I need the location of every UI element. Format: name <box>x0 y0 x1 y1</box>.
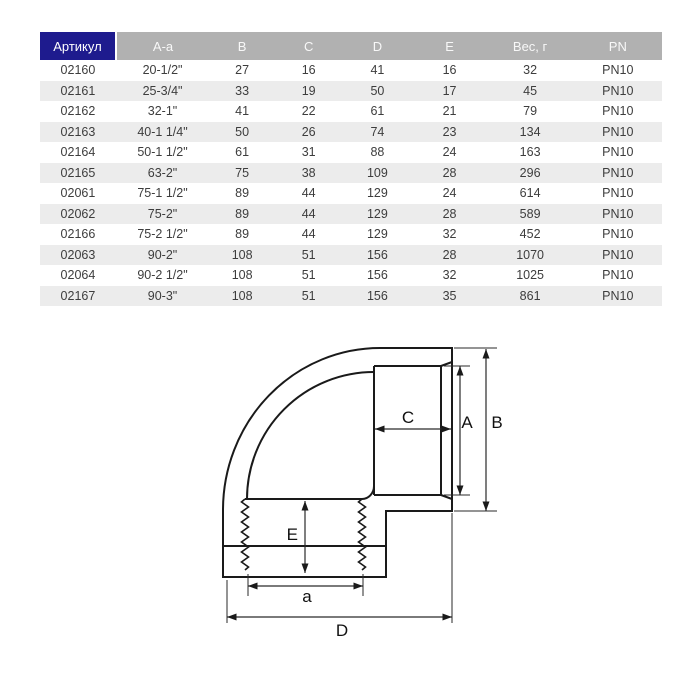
table-cell: 31 <box>275 142 342 163</box>
table-cell: 861 <box>487 286 574 307</box>
table-cell: 108 <box>209 265 275 286</box>
socket-bore <box>374 362 452 499</box>
table-cell: PN10 <box>574 204 662 225</box>
table-cell: 75-1 1/2" <box>116 183 209 204</box>
dim-label-a: A <box>461 413 473 432</box>
table-cell: 32-1" <box>116 101 209 122</box>
table-cell: 24 <box>413 183 487 204</box>
column-header-c: C <box>275 32 342 60</box>
table-cell: 75-2" <box>116 204 209 225</box>
thread-zigzag-left <box>242 499 249 570</box>
table-cell: 32 <box>413 265 487 286</box>
table-cell: 89 <box>209 183 275 204</box>
table-cell: 75-2 1/2" <box>116 224 209 245</box>
table-cell: PN10 <box>574 265 662 286</box>
table-cell: 40-1 1/4" <box>116 122 209 143</box>
table-cell: 38 <box>275 163 342 184</box>
table-cell: 44 <box>275 224 342 245</box>
table-cell: 17 <box>413 81 487 102</box>
table-cell: 1025 <box>487 265 574 286</box>
table-cell: 75 <box>209 163 275 184</box>
table-cell: 163 <box>487 142 574 163</box>
table-cell: 22 <box>275 101 342 122</box>
table-cell: 41 <box>209 101 275 122</box>
dimension-e <box>287 501 305 573</box>
table-cell: 32 <box>413 224 487 245</box>
table-cell: 02062 <box>40 204 116 225</box>
table-cell: 27 <box>209 60 275 81</box>
column-header-article: Артикул <box>40 32 116 60</box>
table-cell: 02166 <box>40 224 116 245</box>
table-cell: 02063 <box>40 245 116 266</box>
table-cell: 02061 <box>40 183 116 204</box>
table-cell: 614 <box>487 183 574 204</box>
table-cell: PN10 <box>574 101 662 122</box>
column-header-e: E <box>413 32 487 60</box>
table-cell: 88 <box>342 142 412 163</box>
table-cell: 44 <box>275 183 342 204</box>
table-cell: 74 <box>342 122 412 143</box>
table-cell: 108 <box>209 245 275 266</box>
table-cell: 108 <box>209 286 275 307</box>
dim-label-b: B <box>491 413 503 432</box>
dim-label-d: D <box>335 621 349 640</box>
table-cell: 129 <box>342 224 412 245</box>
table-cell: 51 <box>275 265 342 286</box>
table-cell: PN10 <box>574 286 662 307</box>
table-cell: 41 <box>342 60 412 81</box>
table-cell: 02161 <box>40 81 116 102</box>
table-cell: 16 <box>275 60 342 81</box>
table-cell: 16 <box>413 60 487 81</box>
column-header-d: D <box>342 32 412 60</box>
table-cell: PN10 <box>574 81 662 102</box>
table-cell: 33 <box>209 81 275 102</box>
table-cell: 129 <box>342 183 412 204</box>
table-cell: 50 <box>342 81 412 102</box>
table-cell: 02167 <box>40 286 116 307</box>
table-cell: 452 <box>487 224 574 245</box>
table-cell: 129 <box>342 204 412 225</box>
table-cell: 156 <box>342 245 412 266</box>
table-cell: 20-1/2" <box>116 60 209 81</box>
table-cell: 90-2 1/2" <box>116 265 209 286</box>
table-cell: 61 <box>209 142 275 163</box>
table-cell: 02064 <box>40 265 116 286</box>
column-header-a-a: A-a <box>116 32 209 60</box>
dim-label-a-small: a <box>302 587 312 606</box>
table-cell: PN10 <box>574 245 662 266</box>
table-cell: PN10 <box>574 142 662 163</box>
table-cell: 90-3" <box>116 286 209 307</box>
table-cell: 156 <box>342 265 412 286</box>
table-cell: 25-3/4" <box>116 81 209 102</box>
table-cell: 79 <box>487 101 574 122</box>
table-cell: 109 <box>342 163 412 184</box>
column-header-weight: Вес, г <box>487 32 574 60</box>
table-cell: 50-1 1/2" <box>116 142 209 163</box>
column-header-b: B <box>209 32 275 60</box>
table-cell: 134 <box>487 122 574 143</box>
table-cell: 26 <box>275 122 342 143</box>
table-cell: 589 <box>487 204 574 225</box>
table-cell: 51 <box>275 245 342 266</box>
dim-label-e: E <box>286 525 298 544</box>
table-cell: 89 <box>209 224 275 245</box>
table-cell: PN10 <box>574 183 662 204</box>
table-cell: 02163 <box>40 122 116 143</box>
table-cell: 32 <box>487 60 574 81</box>
table-cell: 156 <box>342 286 412 307</box>
dim-label-c: C <box>401 408 415 427</box>
table-cell: 24 <box>413 142 487 163</box>
dimension-a <box>444 366 473 495</box>
table-cell: 02164 <box>40 142 116 163</box>
dimension-c <box>375 408 451 429</box>
table-cell: 19 <box>275 81 342 102</box>
dimension-a-small <box>248 574 363 606</box>
table-cell: 51 <box>275 286 342 307</box>
table-cell: 28 <box>413 204 487 225</box>
thread-zigzag-right <box>359 499 366 570</box>
table-cell: 28 <box>413 163 487 184</box>
elbow-body-outline <box>223 348 452 577</box>
passage-arcs <box>247 372 374 499</box>
table-cell: 44 <box>275 204 342 225</box>
table-cell: 23 <box>413 122 487 143</box>
table-cell: PN10 <box>574 122 662 143</box>
table-cell: 1070 <box>487 245 574 266</box>
table-cell: 02162 <box>40 101 116 122</box>
table-cell: 89 <box>209 204 275 225</box>
table-cell: 63-2" <box>116 163 209 184</box>
table-cell: 21 <box>413 101 487 122</box>
table-cell: 45 <box>487 81 574 102</box>
table-cell: 28 <box>413 245 487 266</box>
table-cell: 61 <box>342 101 412 122</box>
table-cell: PN10 <box>574 163 662 184</box>
table-cell: PN10 <box>574 224 662 245</box>
table-cell: 02165 <box>40 163 116 184</box>
table-cell: 50 <box>209 122 275 143</box>
table-cell: 02160 <box>40 60 116 81</box>
table-cell: 90-2" <box>116 245 209 266</box>
column-header-pn: PN <box>574 32 662 60</box>
table-cell: 35 <box>413 286 487 307</box>
table-cell: PN10 <box>574 60 662 81</box>
table-cell: 296 <box>487 163 574 184</box>
